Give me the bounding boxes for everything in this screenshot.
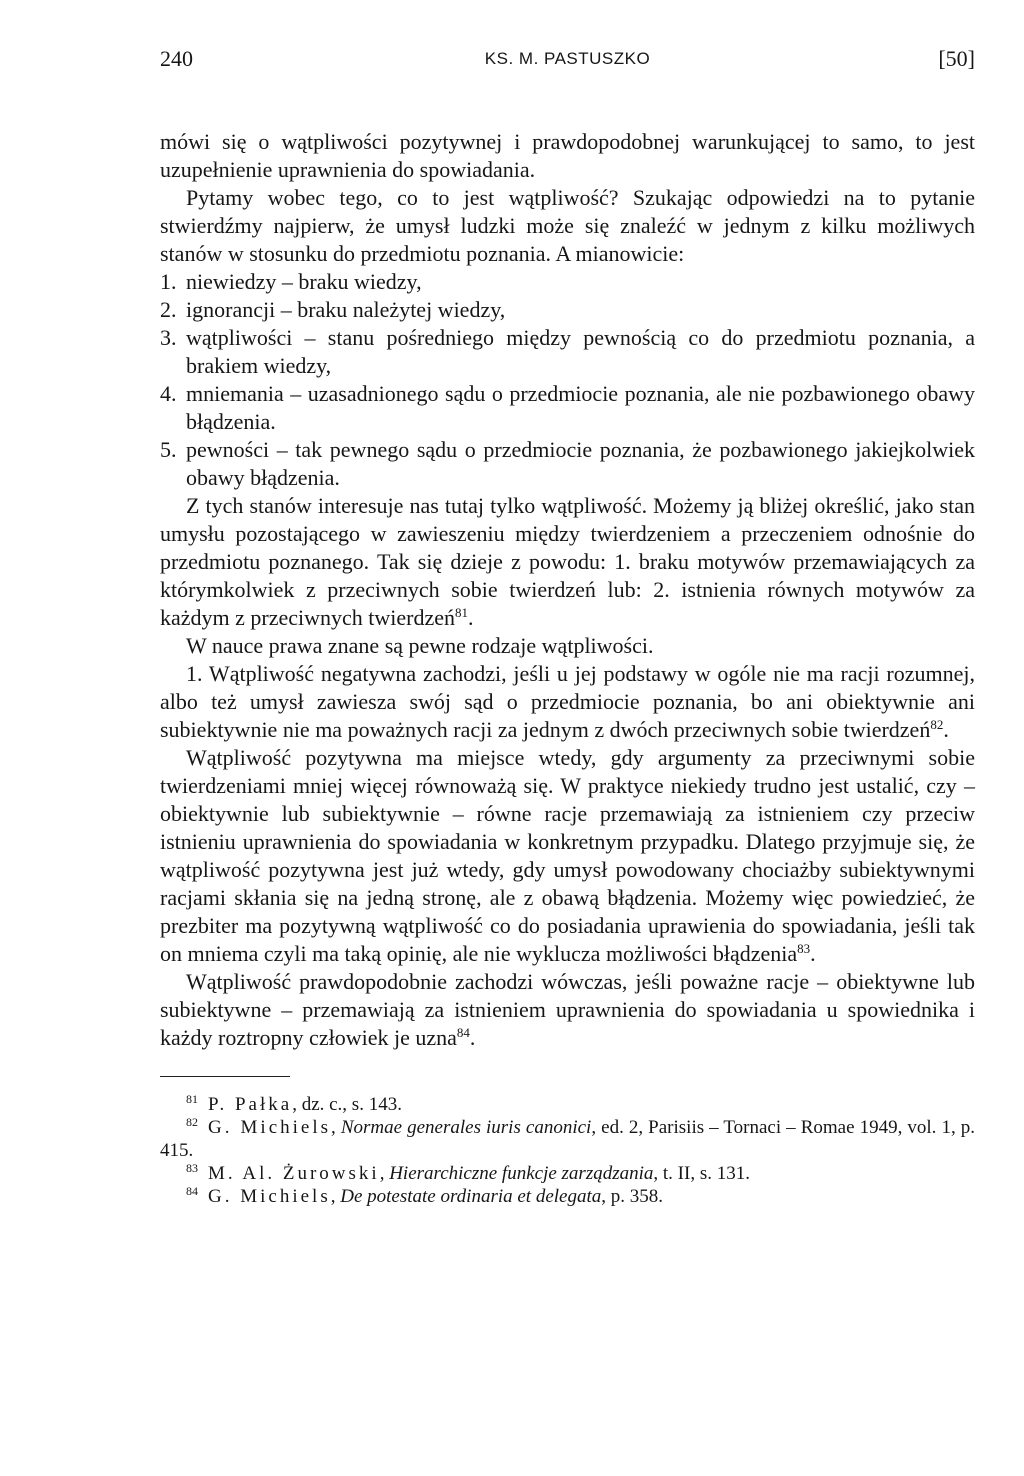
paragraph-question: Pytamy wobec tego, co to jest wątpliwość? Szukając odpowiedzi na to pytanie stwierdźmy najpierw, że umysł ludzki może się znaleźć w jednym z kilku możliwych stanów w stosunku do przedmiotu poznania. A mianowicie: (160, 185, 975, 266)
footnote: $^{83}$ M. Al. Żurowski, Hierarchiczne funkcje zarządzania, t. II, s. 131. (186, 1161, 750, 1184)
running-title: KS. M. PASTUSZKO (484, 49, 651, 68)
paragraph-doubt-definition (160, 492, 975, 632)
footnote-ref[interactable]: 84 (456, 1025, 470, 1040)
main-text (160, 128, 975, 1052)
footnote (160, 1093, 975, 1116)
footnote: $^{82}$ G. Michiels, Normae generales iuris canonici, ed. 2, Parisiis – Tornaci – Romae 1949, vol. 1, p. 415. (160, 1115, 976, 1161)
footnote-title: Hierarchiczne funkcje zarządzania (389, 1163, 654, 1184)
footnote-author: M. Al. Żurowski (208, 1163, 380, 1184)
paragraph-text: 1. Wątpliwość negatywna zachodzi, jeśli u jej podstawy w ogóle nie ma racji rozumnej, albo też umysł zawiesza swój sąd o przedmiocie poznania, bo ani obiektywnie ani subiektywnie nie ma poważnych racji za jednym z dwóch przeciwnych sobie twierdzeń (160, 661, 975, 742)
list-item-text: ignorancji – braku należytej wiedzy, (186, 297, 506, 322)
footnote-author: G. Michiels (208, 1186, 331, 1207)
folio-number: [50] (938, 46, 975, 71)
paragraph-end: . (810, 941, 816, 966)
list-item (160, 436, 975, 492)
paragraph-end: . (943, 717, 949, 742)
paragraph-negative-doubt (160, 660, 975, 744)
footnote-title: De potestate ordinaria et delegata (340, 1186, 602, 1207)
footnote: $^{84}$ G. Michiels, De potestate ordinaria et delegata, p. 358. (186, 1184, 663, 1207)
list-item-text: niewiedzy – braku wiedzy, (186, 269, 422, 294)
list-item-text: pewności – tak pewnego sądu o przedmiocie poznania, że pozbawionego jakiejkolwiek obawy błądzenia. (186, 437, 975, 490)
footnote-title: Normae generales iuris canonici (340, 1117, 592, 1138)
list-item-number: 2. (160, 297, 177, 322)
states-list (160, 268, 975, 492)
list-item (160, 380, 975, 436)
list-item (160, 296, 975, 324)
list-item (160, 268, 975, 296)
footnote-ref[interactable]: 82 (930, 717, 944, 732)
list-item-text: mniemania – uzasadnionego sądu o przedmiocie poznania, ale nie pozbawionego obawy błądzenia. (186, 381, 975, 434)
paragraph-text: Wątpliwość pozytywna ma miejsce wtedy, gdy argumenty za przeciwnymi sobie twierdzeniami mniej więcej równoważą się. W praktyce niekiedy trudno jest ustalić, czy – obiektywnie lub subiektywnie – równe racje przemawiają za istnieniem czy przeciw istnieniu uprawnienia do spowiadania w konkretnym przypadku. Dlatego przyjmuje się, że wątpliwość pozytywna jest już wtedy, gdy umysł powodowany chociażby subiektywnymi racjami skłania się na jedną stronę, ale z obawą błądzenia. Możemy więc powiedzieć, że prezbiter ma pozytywną wątpliwość co do posiadania uprawienia do spowiadania, jeśli tak on mniema czyli ma taką opinię, ale nie wyklucza możliwości błądzenia (160, 745, 975, 966)
footnote-rest: , dz. c., s. 143. (292, 1094, 402, 1115)
footnote-separator (160, 1076, 290, 1077)
footnote-rest: , p. 358. (601, 1186, 663, 1207)
list-item-number: 4. (160, 381, 177, 406)
footnote-rest: , ed. 2, Parisiis – Tornaci – Romae 1949, vol. 1, p. 415. (160, 1117, 976, 1161)
running-header (160, 40, 975, 84)
footnote-rest: , t. II, s. 131. (653, 1163, 750, 1184)
paragraph-kinds: W nauce prawa znane są pewne rodzaje wątpliwości. (186, 633, 654, 658)
page-number: 240 (160, 46, 193, 71)
list-item-number: 5. (160, 437, 177, 462)
paragraph-probable-doubt (160, 968, 975, 1052)
paragraph-text: Wątpliwość prawdopodobnie zachodzi wówczas, jeśli poważne racje – obiektywne lub subiektywne – przemawiają za istnieniem uprawnienia do spowiadania u spowiednika i każdy roztropny człowiek je uzna (160, 969, 975, 1050)
list-item-number: 1. (160, 269, 177, 294)
footnote-ref[interactable]: 81 (455, 605, 469, 620)
page (160, 40, 975, 1208)
footnote-number: 84 (186, 1184, 198, 1198)
footnote-ref[interactable]: 83 (797, 941, 811, 956)
list-item (160, 324, 975, 380)
paragraph-text: Z tych stanów interesuje nas tutaj tylko wątpliwość. Możemy ją bliżej określić, jako stan umysłu pozostającego w zawieszeniu między twierdzeniem a przeczeniem odnośnie do przedmiotu poznanego. Tak się dzieje z powodu: 1. braku motywów przemawiających za którymkolwiek z przeciwnych sobie twierdzeń lub: 2. istnienia równych motywów za każdym z przeciwnych twierdzeń (160, 493, 975, 630)
footnote-number: 81 (186, 1092, 198, 1106)
footnotes (160, 1093, 975, 1208)
footnote-number: 82 (186, 1115, 198, 1129)
list-item-number: 3. (160, 325, 177, 350)
paragraph-end: . (469, 1025, 476, 1050)
footnote-number: 83 (186, 1161, 198, 1175)
paragraph-positive-doubt (160, 744, 975, 968)
paragraph-end: . (468, 605, 474, 630)
footnote-author: P. Pałka (208, 1094, 293, 1115)
list-item-text: wątpliwości – stanu pośredniego między pewnością co do przedmiotu poznania, a brakiem wiedzy, (186, 325, 975, 378)
paragraph-continuation: mówi się o wątpliwości pozytywnej i prawdopodobnej warunkującej to samo, to jest uzupełnienie uprawnienia do spowiadania. (160, 129, 975, 182)
footnote-author: G. Michiels (208, 1117, 332, 1138)
